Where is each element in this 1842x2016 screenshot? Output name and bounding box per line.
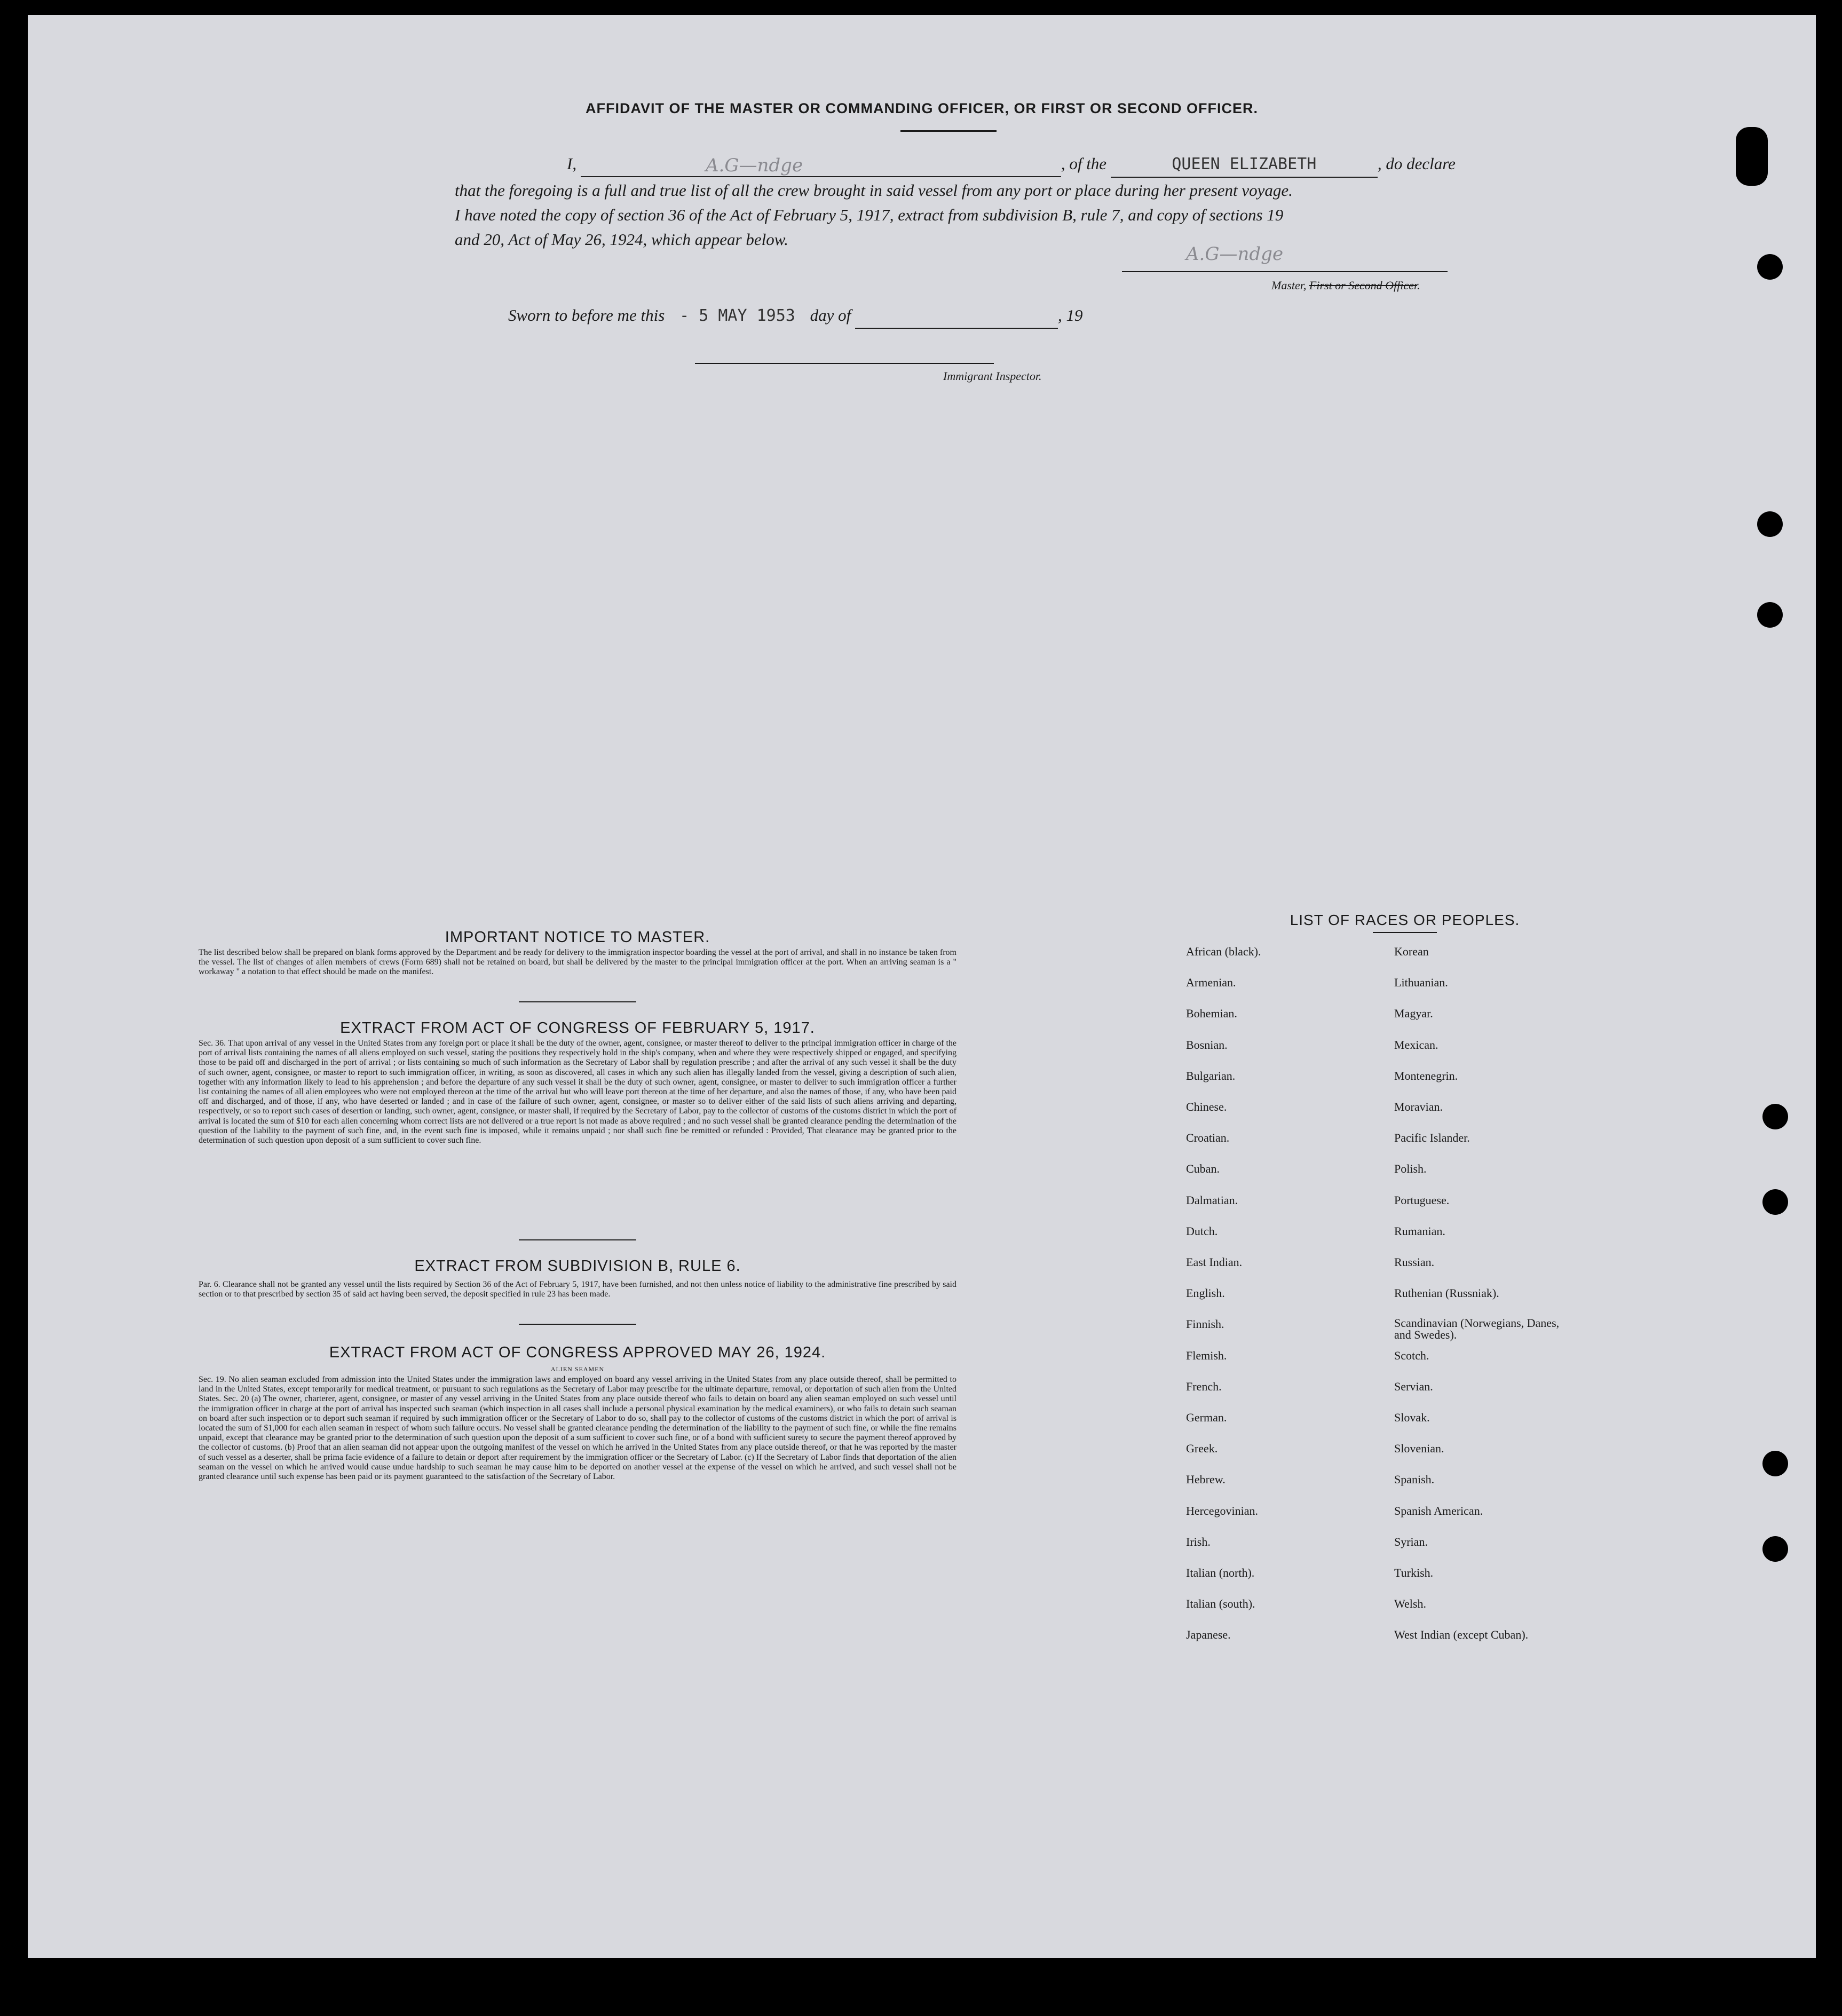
race-item: Lithuanian.	[1394, 976, 1448, 990]
race-item: Dalmatian.	[1186, 1193, 1238, 1207]
race-item: Italian (north).	[1186, 1566, 1255, 1579]
race-item: Mexican.	[1394, 1038, 1438, 1052]
race-item: Polish.	[1394, 1162, 1427, 1176]
of-the-label: , of the	[1061, 154, 1107, 173]
notice-title: IMPORTANT NOTICE TO MASTER.	[445, 929, 710, 946]
race-item: Rumanian.	[1394, 1224, 1445, 1238]
do-declare-label: , do declare	[1377, 154, 1456, 173]
race-item: Moravian.	[1394, 1100, 1443, 1113]
race-item: Bulgarian.	[1186, 1069, 1236, 1082]
race-item: Turkish.	[1394, 1566, 1434, 1579]
race-item: Japanese.	[1186, 1628, 1231, 1642]
races-underline	[1373, 932, 1437, 933]
sworn-date-stamp: - 5 MAY 1953	[679, 306, 795, 325]
vessel-name: QUEEN ELIZABETH	[1172, 155, 1317, 173]
divider	[519, 1001, 636, 1002]
punch-hole	[1762, 1104, 1788, 1129]
punch-hole	[1736, 127, 1768, 186]
race-item: French.	[1186, 1379, 1222, 1393]
extract-1924-title: EXTRACT FROM ACT OF CONGRESS APPROVED MAY 26, 1924.	[329, 1344, 826, 1361]
punch-hole	[1762, 1189, 1788, 1215]
race-item: Dutch.	[1186, 1224, 1218, 1238]
race-item: English.	[1186, 1286, 1225, 1300]
race-item: Syrian.	[1394, 1535, 1428, 1548]
divider	[519, 1239, 636, 1240]
race-item: Chinese.	[1186, 1100, 1227, 1113]
race-item: Croatian.	[1186, 1131, 1230, 1145]
affidavit-title: AFFIDAVIT OF THE MASTER OR COMMANDING OFFICER, OR FIRST OR SECOND OFFICER.	[586, 100, 1258, 116]
alien-seamen-subtitle: ALIEN SEAMEN	[550, 1365, 605, 1373]
race-item: Portuguese.	[1394, 1193, 1450, 1207]
race-item: Irish.	[1186, 1535, 1211, 1548]
punch-hole	[1757, 254, 1783, 280]
punch-hole	[1762, 1451, 1788, 1476]
document-page	[28, 15, 1816, 1958]
race-item: African (black).	[1186, 945, 1261, 958]
extract-1924-body: Sec. 19. No alien seaman excluded from admission into the United States under the immigration laws and employed on board any vessel arriving in the United States from any place outside thereof, shall be permitted to land in the United States, except temporarily for medical treatment, or pursuant to such regulations as the Secretary of Labor may prescribe for the ultimate departure, removal, or deportation of such alien from the United States. Sec. 20 (a) The owner, charterer, agent, consignee, or master of any vessel arriving in the United States from any place outside thereof who fails to detain on board any alien seaman employed on such vessel until the immigration officer in charge at the port of arrival has inspected such seaman (which inspection in all cases shall include a personal physical examination by the medical examiners), or who fails to detain such seaman on board after such inspection or to deport such seaman if required by such immigration officer or the Secretary of Labor to do so, shall pay to the collector of customs of the customs district in which the port of arrival is located the sum of $1,000 for each alien seaman in respect of whom such failure occurs. No vessel shall be granted clearance pending the determination of the liability to the payment of such fine, or while the fine remains unpaid, except that clearance may be granted prior to the determination of such question upon the deposit of a sum sufficient to cover such fine, or of a bond with sufficient surety to secure the payment thereof approved by the collector of customs. (b) Proof that an alien seaman did not appear upon the outgoing manifest of the vessel on which he arrived in the United States from any place outside thereof, or that he was reported by the master of such vessel as a deserter, shall be prima facie evidence of a failure to detain or deport after requirement by the immigration officer or the Secretary of Labor. (c) If the Secretary of Labor finds that deportation of the alien seaman on the vessel on which he arrived would cause undue hardship to such seaman he may cause him to be deported on another vessel at the expense of the vessel on which he arrived, and such vessel shall not be granted clearance until such expense has been paid or its payment guaranteed to the satisfaction of the Secretary of Labor.	[199, 1375, 956, 1482]
punch-hole	[1757, 602, 1783, 628]
i-label: I,	[567, 154, 577, 173]
race-item: Scandinavian (Norwegians, Danes, and Swedes).	[1394, 1316, 1560, 1342]
punch-hole	[1757, 511, 1783, 537]
race-item: East Indian.	[1186, 1255, 1243, 1269]
vessel-blank[interactable]	[1111, 152, 1378, 178]
race-item: Spanish.	[1394, 1473, 1435, 1487]
race-item: German.	[1186, 1411, 1227, 1424]
handwritten-signature-1: A.G—ndge	[706, 155, 803, 176]
race-item: Hebrew.	[1186, 1473, 1226, 1487]
race-item: Scotch.	[1394, 1348, 1429, 1362]
punch-hole	[1762, 1536, 1788, 1562]
inspector-caption: Immigrant Inspector.	[943, 369, 1042, 383]
rule-6-title: EXTRACT FROM SUBDIVISION B, RULE 6.	[414, 1258, 741, 1275]
race-item: Greek.	[1186, 1442, 1218, 1456]
race-item: Ruthenian (Russniak).	[1394, 1286, 1499, 1300]
sworn-line	[508, 303, 1149, 329]
race-item: Servian.	[1394, 1379, 1433, 1393]
extract-1917-title: EXTRACT FROM ACT OF CONGRESS OF FEBRUARY 5, 1917.	[340, 1019, 815, 1037]
signature-line	[1122, 271, 1448, 272]
race-item: Montenegrin.	[1394, 1069, 1458, 1082]
title-underline	[900, 130, 997, 132]
day-blank[interactable]	[855, 303, 1058, 329]
race-item: Bohemian.	[1186, 1007, 1237, 1021]
race-item: Flemish.	[1186, 1348, 1227, 1362]
year-label: , 19	[1057, 306, 1083, 325]
race-item: West Indian (except Cuban).	[1394, 1628, 1529, 1642]
race-item: Korean	[1394, 945, 1429, 958]
race-item: Magyar.	[1394, 1007, 1433, 1021]
race-item: Cuban.	[1186, 1162, 1220, 1176]
rule-6-body: Par. 6. Clearance shall not be granted any vessel until the lists required by Section 36 of the Act of February 5, 1917, have been furnished, and not then unless notice of liability to the administrative fine prescribed by said section or to that prescribed by section 35 of said act having been served, the deposit specified in rule 23 has been made.	[199, 1280, 956, 1299]
divider	[519, 1324, 636, 1325]
affidavit-line-2: that the foregoing is a full and true list of all the crew brought in said vessel from any port or place during her present voyage.	[455, 181, 1293, 200]
notice-body: The list described below shall be prepared on blank forms approved by the Department and be ready for delivery to the immigration inspector boarding the vessel at the port of arrival, and shall in no instance be taken from the vessel. The list of changes of alien members of crews (Form 689) shall not be retained on board, but shall be delivered by the master to the principal immigration officer at the port. When an arriving seaman is a " workaway " a notation to that effect should be made on the manifest.	[199, 948, 956, 976]
extract-1917-body: Sec. 36. That upon arrival of any vessel in the United States from any foreign port or place it shall be the duty of the owner, agent, consignee, or master thereof to deliver to the principal immigration officer in charge of the port of arrival lists containing the names of all aliens employed on such vessel, stating the positions they respectively hold in the ship's company, when and where they were respectively shipped or engaged, and specifying those to be paid off and discharged in the port of arrival ; or lists containing so much of such information as the Secretary of Labor shall by regulation prescribe ; and after the arrival of any such vessel it shall be the duty of such owner, agent, consignee, or master to report to such immigration officer, in writing, as soon as discovered, all cases in which any such alien has illegally landed from the vessel, giving a description of such alien, together with any information likely to lead to his apprehension ; and before the departure of any such vessel it shall be the duty of such owner, agent, consignee, or master to deliver to such immigration officer a further list containing the names of all alien employees who were not employed thereon at the time of the arrival but who will leave port thereon at the time of her departure, and also the names of those, if any, who have been paid off and discharged, and of those, if any, who have deserted or landed ; and in case of the failure of such owner, agent, consignee, or master so to deliver either of the said lists of such aliens arriving and departing, respectively, or so to report such cases of desertion or landing, such owner, agent, consignee, or master shall, if required by the Secretary of Labor, pay to the collector of customs of the customs district in which the port of arrival is located the sum of $10 for each alien concerning whom correct lists are not delivered or a true report is not made as above required ; and no such vessel shall be granted clearance pending the determination of the question of the liability to the payment of such fine, and, in the event such fine is imposed, while it remains unpaid ; nor shall such fine be remitted or refunded : Provided, That clearance may be granted prior to the determination of such question upon deposit of a sum sufficient to cover such fine.	[199, 1039, 956, 1145]
race-item: Italian (south).	[1186, 1597, 1255, 1611]
race-item: Welsh.	[1394, 1597, 1426, 1611]
affidavit-line-3: I have noted the copy of section 36 of the Act of February 5, 1917, extract from subdivision B, rule 7, and copy of sections 19	[455, 205, 1284, 224]
race-item: Armenian.	[1186, 976, 1236, 990]
affidavit-line-1	[455, 152, 1458, 178]
affidavit-line-4: and 20, Act of May 26, 1924, which appear below.	[455, 230, 788, 249]
race-item: Finnish.	[1186, 1317, 1224, 1331]
race-item: Slovenian.	[1394, 1442, 1444, 1456]
race-item: Spanish American.	[1394, 1504, 1483, 1517]
races-title: LIST OF RACES OR PEOPLES.	[1290, 912, 1520, 928]
sworn-label: Sworn to before me this	[508, 306, 665, 325]
handwritten-signature-2: A.G—ndge	[1186, 243, 1284, 265]
race-item: Bosnian.	[1186, 1038, 1228, 1052]
struck-officer-text: First or Second Officer	[1309, 279, 1418, 292]
race-item: Hercegovinian.	[1186, 1504, 1258, 1517]
race-item: Slovak.	[1394, 1411, 1430, 1424]
name-blank[interactable]	[581, 152, 1061, 177]
master-caption: Master, First or Second Officer.	[1271, 279, 1420, 292]
day-of-label: day of	[810, 306, 851, 325]
race-item: Russian.	[1394, 1255, 1435, 1269]
race-item: Pacific Islander.	[1394, 1131, 1470, 1145]
inspector-signature-line	[695, 363, 994, 364]
